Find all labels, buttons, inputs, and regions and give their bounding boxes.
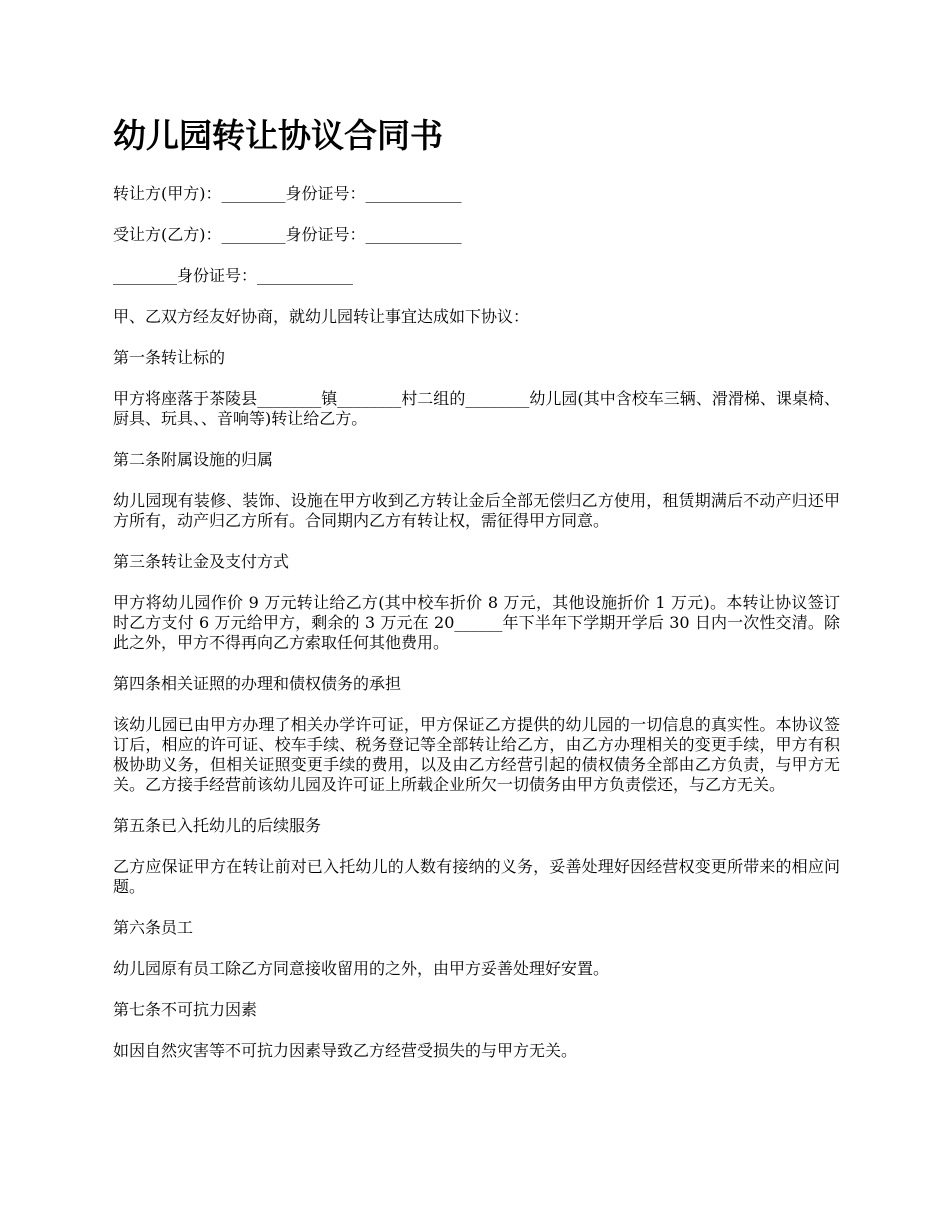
- document-title: 幼儿园转让协议合同书: [113, 116, 443, 155]
- article-5-heading: 第五条已入托幼儿的后续服务: [113, 816, 322, 835]
- article-7-body: 如因自然灾害等不可抗力因素导致乙方经营受损失的与甲方无关。: [113, 1041, 578, 1060]
- document-page: [113, 112, 840, 1082]
- party-b-line: 受让方(乙方)：________身份证号：____________: [113, 225, 462, 244]
- article-2-body: 幼儿园现有装修、装饰、设施在甲方收到乙方转让金后全部无偿归乙方使用，租赁期满后不动产归还甲方所有，动产归乙方所有。合同期内乙方有转让权，需征得甲方同意。: [113, 491, 840, 530]
- article-2-heading: 第二条附属设施的归属: [113, 450, 274, 469]
- article-6-body: 幼儿园原有员工除乙方同意接收留用的之外，由甲方妥善处理好安置。: [113, 959, 610, 978]
- article-7-heading: 第七条不可抗力因素: [113, 1000, 258, 1019]
- article-1-heading: 第一条转让标的: [113, 348, 226, 367]
- article-3-heading: 第三条转让金及支付方式: [113, 552, 290, 571]
- article-4-heading: 第四条相关证照的办理和债权债务的承担: [113, 674, 402, 693]
- article-3-body: 甲方将幼儿园作价 9 万元转让给乙方(其中校车折价 8 万元，其他设施折价 1 万元)。本转让协议签订时乙方支付 6 万元给甲方，剩余的 3 万元在 20______年下半年下学期开学后 30 日内一次性交清。除此之外，甲方不得再向乙方索取任何其他费用。: [113, 593, 840, 652]
- third-party-line: ________身份证号：____________: [113, 266, 354, 285]
- party-a-line: 转让方(甲方)：________身份证号：____________: [113, 184, 462, 203]
- article-1-body: 甲方将座落于茶陵县________镇________村二组的________幼儿园(其中含校车三辆、滑滑梯、课桌椅、厨具、玩具、、音响等)转让给乙方。: [113, 389, 840, 428]
- article-4-body: 该幼儿园已由甲方办理了相关办学许可证，甲方保证乙方提供的幼儿园的一切信息的真实性。本协议签订后，相应的许可证、校车手续、税务登记等全部转让给乙方，由乙方办理相关的变更手续，甲方有积极协助义务，但相关证照变更手续的费用，以及由乙方经营引起的债权债务全部由乙方负责，与甲方无关。乙方接手经营前该幼儿园及许可证上所载企业所欠一切债务由甲方负责偿还，与乙方无关。: [113, 715, 840, 794]
- preamble: 甲、乙双方经友好协商，就幼儿园转让事宜达成如下协议：: [113, 307, 530, 326]
- article-5-body: 乙方应保证甲方在转让前对已入托幼儿的人数有接纳的义务，妥善处理好因经营权变更所带来的相应问题。: [113, 857, 840, 896]
- article-6-heading: 第六条员工: [113, 918, 194, 937]
